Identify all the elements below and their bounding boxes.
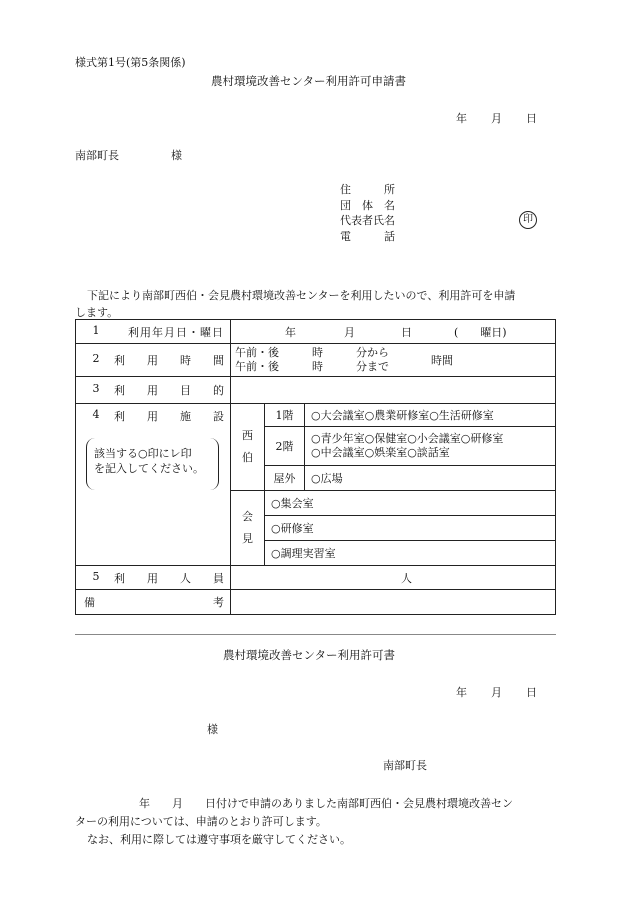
permit-body-line-2: ターの利用については、申請のとおり許可します。 bbox=[75, 815, 327, 828]
saihaku-char-2: 伯 bbox=[242, 451, 253, 464]
outdoor-label: 屋外 bbox=[265, 466, 305, 491]
note-line-2: を記入してください。 bbox=[94, 462, 204, 475]
outdoor-rooms[interactable]: ○広場 bbox=[305, 466, 556, 491]
phone-label: 電 話 bbox=[340, 229, 395, 243]
note-line-1: 該当する○印にレ印 bbox=[94, 447, 192, 460]
rep-label: 代表者氏名 bbox=[340, 214, 395, 227]
table-row bbox=[76, 377, 556, 404]
instruction-note bbox=[86, 438, 217, 490]
form-number: 様式第1号(第5条関係) bbox=[75, 56, 186, 69]
aimi-cell bbox=[231, 491, 265, 566]
section-divider bbox=[75, 634, 556, 635]
row-number: 3 bbox=[92, 382, 100, 395]
row5-label: 利 用 人 員 bbox=[114, 571, 224, 585]
permit-date bbox=[456, 684, 537, 700]
date-month: 月 bbox=[491, 112, 502, 125]
floor2-rooms-line-1: ○青少年室○保健室○小会議室○研修室 bbox=[311, 432, 504, 445]
permit-date-month: 月 bbox=[491, 686, 502, 699]
table-row bbox=[76, 320, 556, 344]
permit-body-line-3: なお、利用に際しては遵守事項を厳守してください。 bbox=[87, 833, 351, 846]
row3-label-cell bbox=[76, 377, 231, 404]
intro-line-1: 下記により南部町西伯・会見農村環境改善センターを利用したいので、利用許可を申請 bbox=[87, 289, 516, 302]
row2-label-cell bbox=[76, 344, 231, 377]
row1-label-cell bbox=[76, 320, 231, 344]
row1-date-cell[interactable] bbox=[231, 320, 556, 344]
floor1-label: 1階 bbox=[265, 404, 305, 427]
row3-purpose-cell[interactable] bbox=[231, 377, 556, 404]
row-number: 5 bbox=[92, 569, 100, 583]
row4-label: 利 用 施 設 bbox=[114, 410, 224, 423]
application-table bbox=[75, 319, 556, 615]
row5-label-cell bbox=[76, 566, 231, 590]
floor2-label: 2階 bbox=[265, 427, 305, 466]
table-row bbox=[76, 404, 556, 427]
aimi-room-1[interactable]: ○集会室 bbox=[265, 491, 556, 516]
row6-remarks-cell[interactable] bbox=[231, 590, 556, 615]
floor1-rooms[interactable]: ○大会議室○農業研修室○生活研修室 bbox=[305, 404, 556, 427]
row6-label-cell bbox=[76, 590, 231, 615]
row1-weekday: ( 曜日) bbox=[454, 325, 507, 339]
date-day: 日 bbox=[526, 112, 537, 125]
row5-unit: 人 bbox=[401, 571, 412, 585]
address-label: 住 所 bbox=[340, 183, 395, 196]
table-row bbox=[76, 566, 556, 590]
date-year: 年 bbox=[456, 112, 467, 125]
addressee-name: 南部町長 bbox=[75, 149, 119, 162]
saihaku-char-1: 西 bbox=[242, 429, 253, 442]
application-date bbox=[456, 110, 537, 126]
saihaku-cell bbox=[231, 404, 265, 491]
row2-time-cell[interactable] bbox=[231, 344, 556, 377]
row-number: 1 bbox=[92, 323, 100, 337]
table-row bbox=[76, 590, 556, 615]
permit-date-year: 年 bbox=[456, 686, 467, 699]
aimi-room-3[interactable]: ○調理実習室 bbox=[265, 541, 556, 566]
row-number: 2 bbox=[92, 352, 100, 365]
row1-year: 年 bbox=[285, 325, 296, 339]
permit-issuer: 南部町長 bbox=[383, 759, 427, 772]
row2-from: 午前・後 時 分から bbox=[235, 346, 389, 359]
applicant-block bbox=[340, 182, 395, 244]
seal-mark: 印 bbox=[519, 211, 537, 229]
row1-day: 日 bbox=[401, 325, 412, 339]
row5-headcount-cell[interactable] bbox=[231, 566, 556, 590]
permit-body-line-1: 年 月 日付けで申請のありました南部町西伯・会見農村環境改善セン bbox=[139, 797, 513, 810]
floor2-rooms[interactable] bbox=[305, 427, 556, 466]
application-title: 農村環境改善センター利用許可申請書 bbox=[211, 74, 407, 88]
row4-label-cell bbox=[76, 404, 231, 566]
permit-date-day: 日 bbox=[526, 686, 537, 699]
row1-label: 利用年月日・曜日 bbox=[128, 325, 224, 339]
aimi-char-1: 会 bbox=[242, 510, 253, 523]
row2-label: 利 用 時 間 bbox=[114, 354, 224, 367]
aimi-room-2[interactable]: ○研修室 bbox=[265, 516, 556, 541]
permit-honorific: 様 bbox=[207, 723, 218, 736]
row3-label: 利 用 目 的 bbox=[114, 384, 224, 397]
row2-to: 午前・後 時 分まで bbox=[235, 360, 389, 373]
aimi-char-2: 見 bbox=[242, 532, 253, 545]
remarks-label-left: 備 bbox=[84, 596, 95, 609]
intro-line-2: します。 bbox=[75, 306, 119, 319]
org-label: 団 体 名 bbox=[340, 198, 395, 212]
table-row bbox=[76, 344, 556, 377]
permit-title: 農村環境改善センター利用許可書 bbox=[223, 648, 396, 662]
remarks-label-right: 考 bbox=[213, 596, 224, 609]
row-number: 4 bbox=[92, 408, 100, 421]
row2-hours: 時間 bbox=[431, 354, 453, 367]
floor2-rooms-line-2: ○中会議室○娯楽室○談話室 bbox=[311, 446, 450, 459]
addressee-honorific: 様 bbox=[171, 149, 182, 162]
row1-month: 月 bbox=[344, 325, 355, 339]
